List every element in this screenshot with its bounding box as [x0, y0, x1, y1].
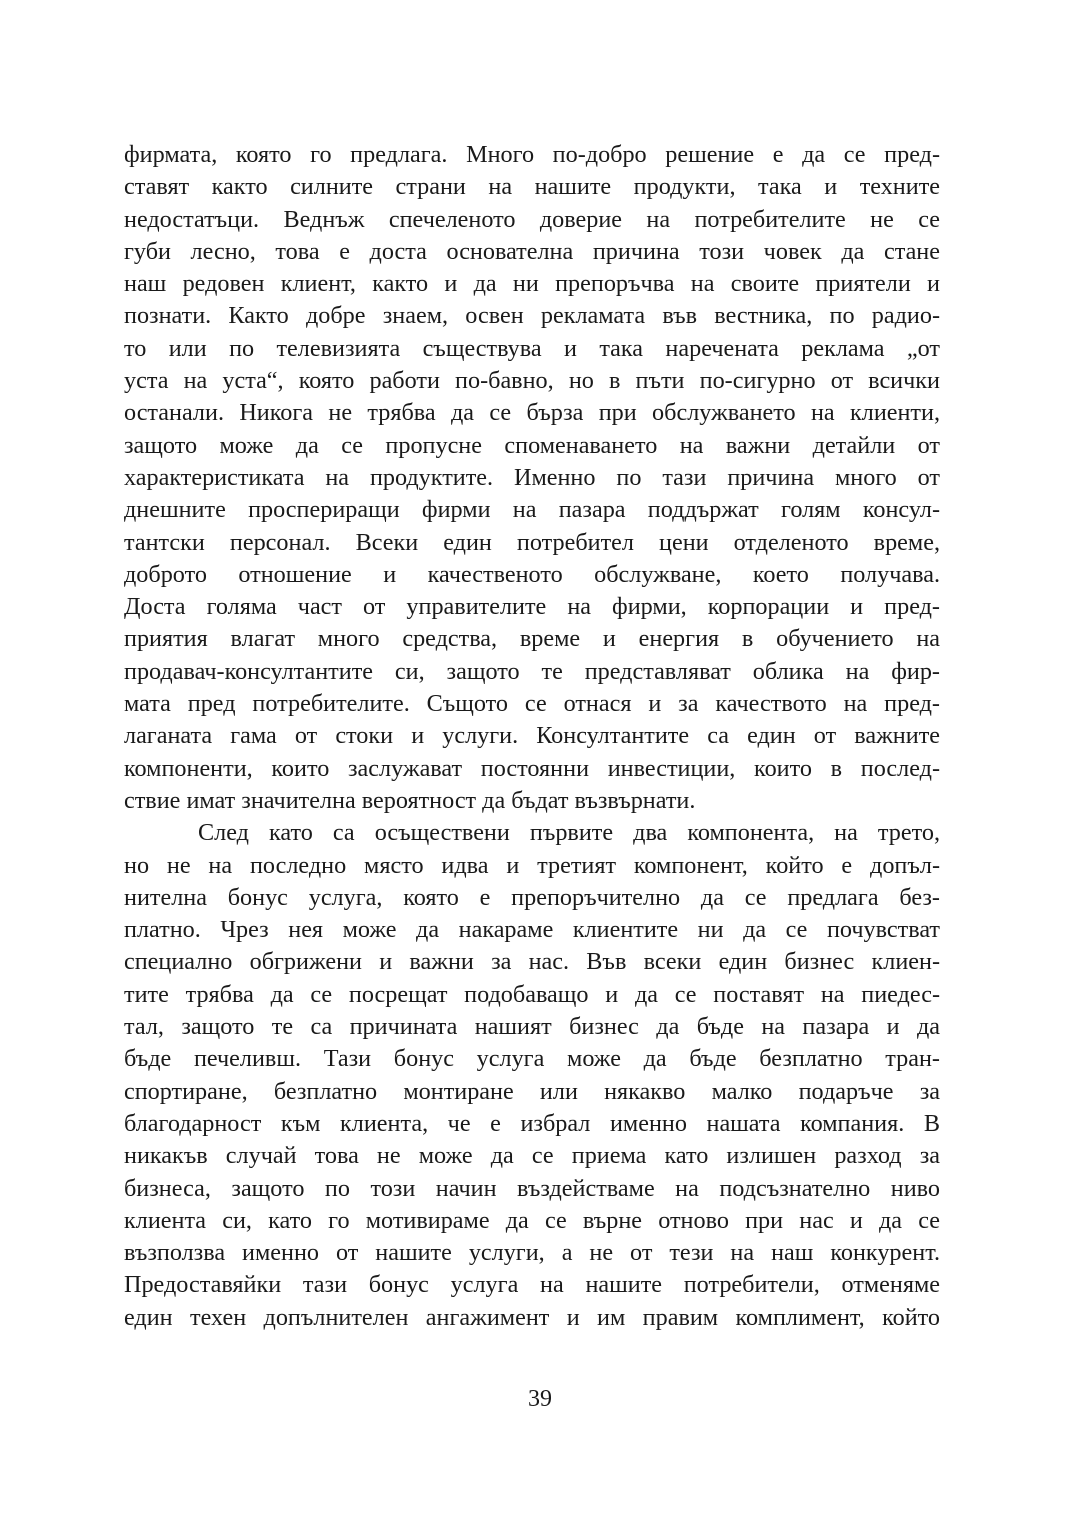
- text-line: нителна бонус услуга, която е препоръчително да се предлага без-: [124, 883, 940, 911]
- text-line: останали. Никога не трябва да се бърза при обслужването на клиенти,: [124, 399, 940, 427]
- text-line: възползва именно от нашите услуги, а не от тези на наш конкурент.: [124, 1239, 940, 1267]
- text-line: познати. Както добре знаем, освен рекламата във вестника, по радио-: [124, 302, 940, 330]
- text-line: лаганата гама от стоки и услуги. Консултантите са един от важните: [124, 722, 940, 750]
- text-line: характеристиката на продуктите. Именно по тази причина много от: [124, 463, 940, 491]
- text-line: мата пред потребителите. Същото се отнася и за качеството на пред-: [124, 690, 940, 718]
- text-line: тите трябва да се посрещат подобаващо и да се поставят на пиедес-: [124, 980, 940, 1008]
- text-line: ставят както силните страни на нашите продукти, така и техните: [124, 173, 940, 201]
- body-text: [124, 139, 940, 1334]
- paragraph: [124, 139, 940, 817]
- paragraph: [124, 817, 940, 1334]
- text-line: спортиране, безплатно монтиране или някакво малко подаръче за: [124, 1077, 940, 1105]
- text-line: защото може да се пропусне споменаването на важни детайли от: [124, 431, 940, 459]
- text-line: Доста голяма част от управителите на фирми, корпорации и пред-: [124, 593, 940, 621]
- text-line: недостатъци. Веднъж спечеленото доверие на потребителите не се: [124, 205, 940, 233]
- text-line: След като са осъществени първите два компонента, на трето,: [198, 819, 940, 847]
- text-line: наш редовен клиент, както и да ни препоръчва на своите приятели и: [124, 270, 940, 298]
- text-line: платно. Чрез нея може да накараме клиентите ни да се почувстват: [124, 916, 940, 944]
- text-line: фирмата, която го предлага. Много по-добро решение е да се пред-: [124, 141, 940, 168]
- text-line: губи лесно, това е доста основателна причина този човек да стане: [124, 237, 940, 265]
- text-line: бизнеса, защото по този начин въздействаме на подсъзнателно ниво: [124, 1174, 940, 1202]
- text-line: днешните проспериращи фирми на пазара поддържат голям консул-: [124, 496, 940, 524]
- text-line: специално обгрижени и важни за нас. Във всеки един бизнес клиен-: [124, 948, 940, 976]
- text-line: продавач-консултантите си, защото те представляват облика на фир-: [124, 657, 940, 685]
- text-line: Предоставяйки тази бонус услуга на нашите потребители, отменяме: [124, 1271, 940, 1299]
- text-line: уста на уста“, която работи по-бавно, но в пъти по-сигурно от всички: [124, 367, 940, 395]
- text-line: доброто отношение и качественото обслужване, което получава.: [124, 560, 940, 588]
- text-line: благодарност към клиента, че е избрал именно нашата компания. В: [124, 1109, 940, 1137]
- text-line: то или по телевизията съществува и така наречената реклама „от: [124, 334, 940, 362]
- text-line: един техен допълнителен ангажимент и им правим комплимент, който: [124, 1303, 940, 1331]
- text-line: приятия влагат много средства, време и енергия в обучението на: [124, 625, 940, 653]
- text-line: тал, защото те са причината нашият бизнес да бъде на пазара и да: [124, 1013, 940, 1041]
- text-line: ствие имат значителна вероятност да бъдат възвърнати.: [124, 786, 696, 814]
- text-line: бъде печеливш. Тази бонус услуга може да бъде безплатно тран-: [124, 1045, 940, 1073]
- page-number: 39: [528, 1386, 552, 1412]
- text-line: никакъв случай това не може да се приема като излишен разход за: [124, 1142, 940, 1170]
- text-line: клиента си, като го мотивираме да се върне отново при нас и да се: [124, 1206, 940, 1234]
- text-line: компоненти, които заслужават постоянни инвестиции, които в послед-: [124, 754, 940, 782]
- text-line: но не на последно място идва и третият компонент, който е допъл-: [124, 851, 940, 879]
- text-line: тантски персонал. Всеки един потребител цени отделеното време,: [124, 528, 940, 556]
